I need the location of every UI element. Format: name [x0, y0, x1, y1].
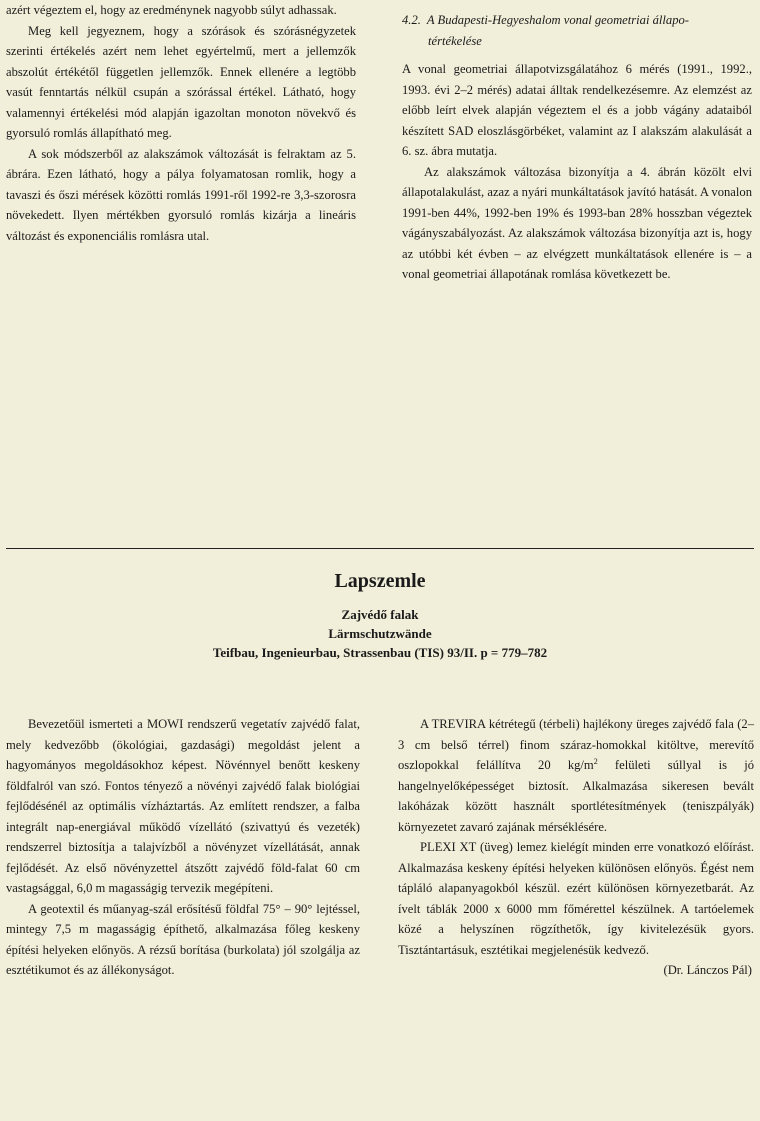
paragraph: azért végeztem el, hogy az eredménynek nagyobb súlyt adhassak. — [6, 3, 337, 17]
section-title-line2: tértékelése — [428, 33, 482, 48]
section-title-line1: A Budapesti-Hegyeshalom vonal geometriai állapo- — [426, 13, 689, 27]
section-number: 4.2. — [402, 13, 421, 27]
paragraph: A geotextil és műanyag-szál erősítésű földfal 75° – 90° lejtéssel, mintegy 7,5 m magasságig építhető, alkalmazása főleg keskeny építési helyeken előnyös. A rézsű borítása (burkolata) jól szolgálja az esztétikumot és az állékonyságot. — [6, 901, 360, 977]
review-subtitle-german: Lärmschutzwände — [328, 626, 432, 641]
author-signature: (Dr. Lánczos Pál) — [663, 963, 752, 977]
bottom-left-column — [6, 714, 360, 981]
section-heading — [402, 10, 752, 51]
paragraph: PLEXI XT (üveg) lemez kielégít minden erre vonatkozó előírást. Alkalmazása keskeny építési helyeken különösen előnyös. Égést nem tápláló alapanyagokból készül. ezért különösen környezetbarát. Az ívelt táblák 2000 x 6000 mm főmérettel készülnek. A tartóelemek közé a helyszínen rögzíthetők, így kivitelezésük gyors. Tisztántartásuk, esztétikai megjelenésük kedvező. — [398, 840, 754, 957]
review-header — [0, 570, 760, 662]
paragraph-text: felületi súllyal is jó hangelnyelőképességet biztosít. Alkalmazása sikeresen bevált lakóházak között használt sportlétesítmények (teniszpályák) környezetet zavaró zajának mérséklésére. — [398, 758, 754, 834]
paragraph-text: A TREVIRA kétrétegű (térbeli) hajlékony üreges zajvédő fala (2–3 cm belső térrel) finom száraz-homokkal kitöltve, merevítő oszlopokkal felállítva 20 kg/m — [398, 717, 754, 772]
top-left-column — [6, 0, 356, 246]
review-subtitle-hungarian: Zajvédő falak — [341, 607, 419, 622]
review-title: Lapszemle — [334, 570, 426, 592]
paragraph: Meg kell jegyeznem, hogy a szórások és szórásnégyzetek szerinti értékelés azért nem lehet egyértelmű, mert a jellemzők abszolút értékétől független jellemzők. Ennek ellenére a legtöbb vasút fenntartás nélkül csupán a szórással értékel. Látható, hogy valamennyi értékelési mód alapján igazoltan monoton növekvő és gyorsuló romlás állapítható meg. — [6, 23, 356, 140]
paragraph: Bevezetőül ismerteti a MOWI rendszerű vegetatív zajvédő falat, mely kedvezőbb (ökológiai, gazdasági) megoldást jelent a hagyományos megoldásokhoz képest. Növénnyel benőtt keskeny földfalról van szó. Fontos tényező a növényi zajvédő falak biológiai fejlődésénél az optimális vízháztartás. Az említett rendszer, a falba integrált nap-energiával működő vízellátó (szivattyú és vezeték) rendszerrel biztosítja a talajvízből a növényzet vízellátását, annak fejlődését. Az első növényzettel átszőtt zajvédő föld-falat 60 cm vastagsággal, 6,0 m magasságig tervezik megépíteni. — [6, 717, 360, 895]
bottom-right-column — [398, 714, 754, 981]
superscript: 2 — [593, 756, 598, 766]
paragraph — [398, 714, 754, 837]
review-source: Teifbau, Ingenieurbau, Strassenbau (TIS) 93/II. p = 779–782 — [212, 645, 548, 660]
paragraph: A sok módszerből az alakszámok változását is felraktam az 5. ábrára. Ezen látható, hogy a pálya folyamatosan romlik, hogy a tavaszi és őszi mérések közötti romlás 1991-ről 1992-re 3,3-szorosra növekedett. Ilyen mértékben gyorsuló romlás kizárja a lineáris változást és exponenciális romlásra utal. — [6, 146, 356, 243]
top-right-column — [402, 10, 752, 285]
paragraph: Az alakszámok változása bizonyítja a 4. ábrán közölt elvi állapotalakulást, azaz a nyári munkáltatások javító hatását. A vonalon 1991-ben 44%, 1992-ben 19% és 1993-ban 28% hosszban végeztek vágányszabályozást. Az alakszámok változása bizonyítja azt is, hogy az utóbbi két évben – az elvégzett munkáltatások ellenére is – a vonal geometriai állapotának romlása következett be. — [402, 164, 752, 281]
section-divider — [6, 548, 754, 549]
paragraph: A vonal geometriai állapotvizsgálatához 6 mérés (1991., 1992., 1993. évi 2–2 mérés) adatai álltak rendelkezésemre. Az elemzést az előbb leírt elvek alapján végeztem el és a jobb vágány adataiból készített SAD eloszlásgörbéket, valamint az I alakszám alakulását a 6. sz. ábra mutatja. — [402, 62, 752, 158]
